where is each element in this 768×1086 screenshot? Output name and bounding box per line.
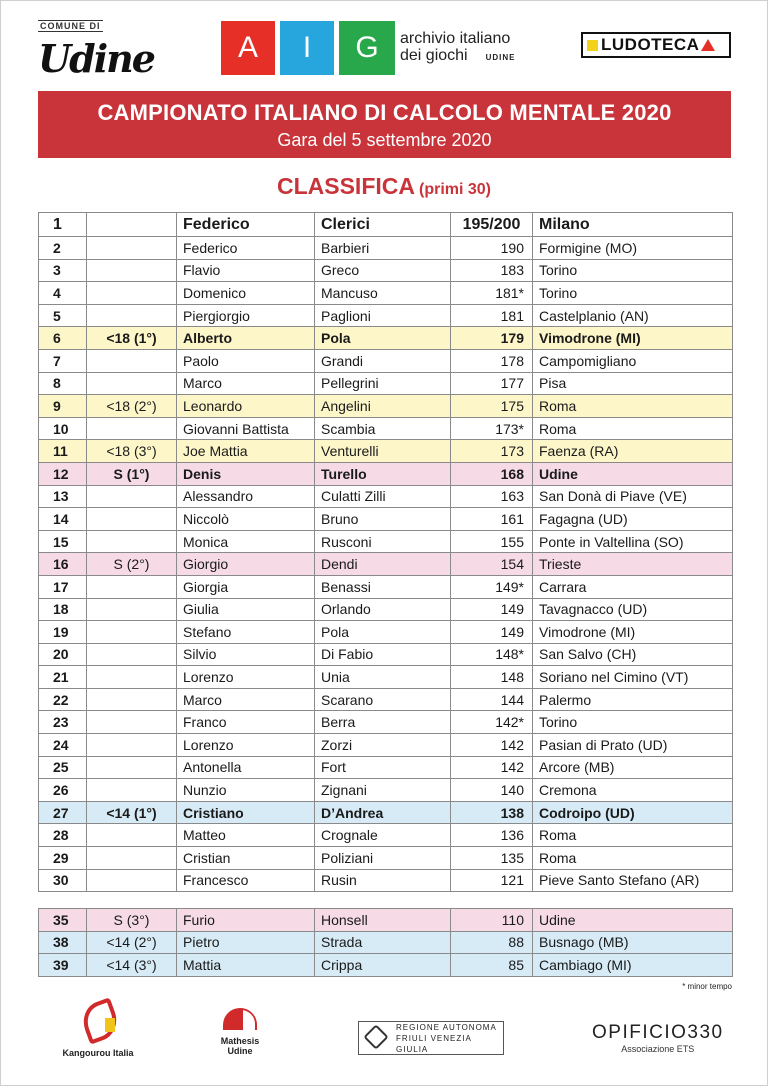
aig-caption-city: UDINE [485,53,516,62]
comune-udine-logo [38,20,154,81]
rank-cell: 9 [39,395,87,418]
category-cell: <18 (3°) [87,440,177,463]
score-cell: 154 [451,553,533,576]
city-cell: Vimodrone (MI) [533,327,733,350]
last-name-cell: D’Andrea [315,801,451,824]
rank-cell: 21 [39,666,87,689]
kangaroo-icon [75,1000,121,1038]
rank-cell: 26 [39,779,87,802]
rank-cell: 22 [39,688,87,711]
aig-caption-line1: archivio italiano [400,30,511,47]
city-cell: San Salvo (CH) [533,643,733,666]
table-row [39,598,733,621]
last-name-cell: Unia [315,666,451,689]
last-name-cell: Zignani [315,779,451,802]
score-cell: 173* [451,417,533,440]
extra-ranking-table [38,908,733,977]
last-name-cell: Scambia [315,417,451,440]
table-row [39,756,733,779]
rank-cell: 16 [39,553,87,576]
category-cell [87,734,177,757]
first-name-cell: Giulia [177,598,315,621]
rank-cell: 18 [39,598,87,621]
rank-cell: 35 [39,909,87,932]
score-cell: 161 [451,508,533,531]
category-cell [87,666,177,689]
first-name-cell: Alberto [177,327,315,350]
opificio-logo [592,1022,724,1054]
classifica-subtitle: (primi 30) [418,181,491,198]
table-row [39,530,733,553]
city-cell: Udine [533,909,733,932]
first-name-cell: Antonella [177,756,315,779]
score-cell: 110 [451,909,533,932]
aig-letter-g: G [339,21,395,75]
mathesis-label-1: Mathesis [220,1036,260,1046]
mathesis-label-2: Udine [227,1046,253,1056]
city-cell: Campomigliano [533,349,733,372]
city-cell: Cremona [533,779,733,802]
table-row [39,734,733,757]
last-name-cell: Bruno [315,508,451,531]
rank-cell: 39 [39,954,87,977]
score-cell: 168 [451,462,533,485]
first-name-cell: Leonardo [177,395,315,418]
last-name-cell: Benassi [315,575,451,598]
table-row [39,931,733,954]
table-row [39,213,733,237]
kangourou-label: Kangourou Italia [62,1048,134,1058]
table-row [39,395,733,418]
first-name-cell: Furio [177,909,315,932]
table-row [39,909,733,932]
table-row [39,282,733,305]
last-name-cell: Pellegrini [315,372,451,395]
category-cell [87,259,177,282]
opificio-label: OPIFICIO330 [592,1022,724,1043]
category-cell: S (3°) [87,909,177,932]
first-name-cell: Federico [177,213,315,237]
table-row [39,621,733,644]
rank-cell: 1 [39,213,87,237]
rank-cell: 17 [39,575,87,598]
banner-subtitle: Gara del 5 settembre 2020 [277,130,492,150]
aig-logo [221,21,395,75]
score-cell: 149 [451,621,533,644]
first-name-cell: Nunzio [177,779,315,802]
rank-cell: 23 [39,711,87,734]
score-cell: 173 [451,440,533,463]
ludoteca-square-icon [587,40,598,51]
first-name-cell: Lorenzo [177,666,315,689]
table-row [39,349,733,372]
first-name-cell: Pietro [177,931,315,954]
first-name-cell: Piergiorgio [177,304,315,327]
category-cell [87,530,177,553]
score-cell: 148* [451,643,533,666]
score-cell: 190 [451,237,533,260]
last-name-cell: Pola [315,621,451,644]
score-cell: 178 [451,349,533,372]
table-row [39,417,733,440]
table-row [39,688,733,711]
table-row [39,462,733,485]
first-name-cell: Federico [177,237,315,260]
city-cell: Torino [533,259,733,282]
ludoteca-text: LUDOTECA [601,35,700,54]
table-row [39,259,733,282]
first-name-cell: Giorgio [177,553,315,576]
last-name-cell: Grandi [315,349,451,372]
category-cell [87,756,177,779]
last-name-cell: Culatti Zilli [315,485,451,508]
rank-cell: 6 [39,327,87,350]
table-row [39,847,733,870]
last-name-cell: Zorzi [315,734,451,757]
category-cell [87,282,177,305]
category-cell [87,598,177,621]
rank-cell: 20 [39,643,87,666]
last-name-cell: Strada [315,931,451,954]
score-cell: 138 [451,801,533,824]
rank-cell: 24 [39,734,87,757]
score-cell: 136 [451,824,533,847]
category-cell: <14 (1°) [87,801,177,824]
city-cell: Faenza (RA) [533,440,733,463]
category-cell [87,508,177,531]
last-name-cell: Pola [315,327,451,350]
city-cell: San Donà di Piave (VE) [533,485,733,508]
table-row [39,372,733,395]
regione-label-1: REGIONE AUTONOMA [396,1022,497,1032]
eagle-emblem-icon [363,1024,390,1052]
score-cell: 85 [451,954,533,977]
category-cell: S (1°) [87,462,177,485]
rank-cell: 2 [39,237,87,260]
city-cell: Milano [533,213,733,237]
rank-cell: 7 [39,349,87,372]
score-cell: 140 [451,779,533,802]
rank-cell: 28 [39,824,87,847]
table-row [39,237,733,260]
regione-fvg-logo [358,1021,504,1055]
category-cell: <18 (2°) [87,395,177,418]
score-cell: 142 [451,734,533,757]
score-cell: 155 [451,530,533,553]
category-cell [87,349,177,372]
score-cell: 149* [451,575,533,598]
aig-caption [400,30,516,66]
table-row [39,485,733,508]
kangourou-logo [58,1000,138,1064]
category-cell [87,372,177,395]
city-cell: Fagagna (UD) [533,508,733,531]
category-cell [87,213,177,237]
table-row [39,869,733,892]
category-cell: <18 (1°) [87,327,177,350]
city-cell: Formigine (MO) [533,237,733,260]
first-name-cell: Denis [177,462,315,485]
rank-cell: 38 [39,931,87,954]
score-cell: 148 [451,666,533,689]
category-cell [87,643,177,666]
first-name-cell: Marco [177,688,315,711]
first-name-cell: Monica [177,530,315,553]
last-name-cell: Rusin [315,869,451,892]
banner-title: CAMPIONATO ITALIANO DI CALCOLO MENTALE 2020 [97,100,672,125]
city-cell: Tavagnacco (UD) [533,598,733,621]
city-cell: Roma [533,395,733,418]
last-name-cell: Venturelli [315,440,451,463]
first-name-cell: Silvio [177,643,315,666]
last-name-cell: Greco [315,259,451,282]
table-row [39,666,733,689]
rank-cell: 3 [39,259,87,282]
first-name-cell: Joe Mattia [177,440,315,463]
ludoteca-logo [581,32,731,58]
rank-cell: 30 [39,869,87,892]
category-cell [87,304,177,327]
first-name-cell: Niccolò [177,508,315,531]
category-cell [87,824,177,847]
first-name-cell: Cristiano [177,801,315,824]
rank-cell: 14 [39,508,87,531]
rank-cell: 10 [39,417,87,440]
last-name-cell: Dendi [315,553,451,576]
first-name-cell: Cristian [177,847,315,870]
city-cell: Pasian di Prato (UD) [533,734,733,757]
first-name-cell: Mattia [177,954,315,977]
classifica-title: CLASSIFICA [276,173,415,199]
city-cell: Roma [533,417,733,440]
rank-cell: 25 [39,756,87,779]
last-name-cell: Honsell [315,909,451,932]
score-cell: 179 [451,327,533,350]
table-row [39,440,733,463]
first-name-cell: Giovanni Battista [177,417,315,440]
city-cell: Cambiago (MI) [533,954,733,977]
rank-cell: 15 [39,530,87,553]
last-name-cell: Clerici [315,213,451,237]
category-cell [87,688,177,711]
first-name-cell: Franco [177,711,315,734]
city-cell: Busnago (MB) [533,931,733,954]
category-cell [87,779,177,802]
category-cell [87,869,177,892]
city-cell: Roma [533,824,733,847]
city-cell: Castelplanio (AN) [533,304,733,327]
city-cell: Arcore (MB) [533,756,733,779]
table-row [39,508,733,531]
footnote: * minor tempo [682,982,732,991]
city-cell: Soriano nel Cimino (VT) [533,666,733,689]
last-name-cell: Turello [315,462,451,485]
last-name-cell: Scarano [315,688,451,711]
category-cell [87,711,177,734]
rank-cell: 4 [39,282,87,305]
table-row [39,304,733,327]
table-row [39,954,733,977]
city-cell: Carrara [533,575,733,598]
first-name-cell: Paolo [177,349,315,372]
score-cell: 88 [451,931,533,954]
score-cell: 142* [451,711,533,734]
first-name-cell: Francesco [177,869,315,892]
table-row [39,553,733,576]
aig-letter-a: A [221,21,275,75]
aig-caption-line2: dei giochi [400,47,468,64]
table-row [39,824,733,847]
first-name-cell: Flavio [177,259,315,282]
last-name-cell: Angelini [315,395,451,418]
score-cell: 177 [451,372,533,395]
category-cell [87,237,177,260]
city-cell: Torino [533,711,733,734]
table-row [39,711,733,734]
table-row [39,643,733,666]
city-cell: Ponte in Valtellina (SO) [533,530,733,553]
score-cell: 163 [451,485,533,508]
score-cell: 149 [451,598,533,621]
table-row [39,801,733,824]
city-cell: Trieste [533,553,733,576]
mathesis-dome-icon [223,1008,257,1030]
first-name-cell: Marco [177,372,315,395]
rank-cell: 8 [39,372,87,395]
table-row [39,779,733,802]
rank-cell: 19 [39,621,87,644]
city-cell: Torino [533,282,733,305]
city-cell: Vimodrone (MI) [533,621,733,644]
last-name-cell: Poliziani [315,847,451,870]
title-banner [38,91,731,158]
last-name-cell: Berra [315,711,451,734]
city-cell: Roma [533,847,733,870]
city-cell: Udine [533,462,733,485]
first-name-cell: Alessandro [177,485,315,508]
aig-letter-i: I [280,21,334,75]
rank-cell: 27 [39,801,87,824]
last-name-cell: Di Fabio [315,643,451,666]
category-cell: <14 (3°) [87,954,177,977]
category-cell [87,847,177,870]
last-name-cell: Rusconi [315,530,451,553]
last-name-cell: Barbieri [315,237,451,260]
city-cell: Palermo [533,688,733,711]
ranking-table [38,212,733,892]
category-cell [87,485,177,508]
category-cell: <14 (2°) [87,931,177,954]
last-name-cell: Crippa [315,954,451,977]
category-cell [87,621,177,644]
score-cell: 181* [451,282,533,305]
table-row [39,327,733,350]
first-name-cell: Domenico [177,282,315,305]
last-name-cell: Mancuso [315,282,451,305]
regione-label-2: FRIULI VENEZIA GIULIA [396,1033,472,1054]
rank-cell: 5 [39,304,87,327]
classifica-heading [0,173,768,200]
rank-cell: 13 [39,485,87,508]
score-cell: 142 [451,756,533,779]
score-cell: 175 [451,395,533,418]
first-name-cell: Matteo [177,824,315,847]
score-cell: 144 [451,688,533,711]
city-cell: Pieve Santo Stefano (AR) [533,869,733,892]
last-name-cell: Orlando [315,598,451,621]
udine-logo-small-text: COMUNE DI [40,21,101,31]
score-cell: 181 [451,304,533,327]
category-cell [87,417,177,440]
opificio-sublabel: Associazione ETS [621,1044,695,1054]
score-cell: 195/200 [451,213,533,237]
mathesis-logo [208,1008,272,1056]
city-cell: Codroipo (UD) [533,801,733,824]
last-name-cell: Fort [315,756,451,779]
category-cell [87,575,177,598]
ludoteca-triangle-icon [701,39,715,51]
category-cell: S (2°) [87,553,177,576]
first-name-cell: Giorgia [177,575,315,598]
udine-logo-text: Udine [38,36,154,81]
last-name-cell: Crognale [315,824,451,847]
rank-cell: 12 [39,462,87,485]
rank-cell: 29 [39,847,87,870]
score-cell: 135 [451,847,533,870]
first-name-cell: Stefano [177,621,315,644]
score-cell: 183 [451,259,533,282]
table-row [39,575,733,598]
rank-cell: 11 [39,440,87,463]
city-cell: Pisa [533,372,733,395]
score-cell: 121 [451,869,533,892]
first-name-cell: Lorenzo [177,734,315,757]
last-name-cell: Paglioni [315,304,451,327]
